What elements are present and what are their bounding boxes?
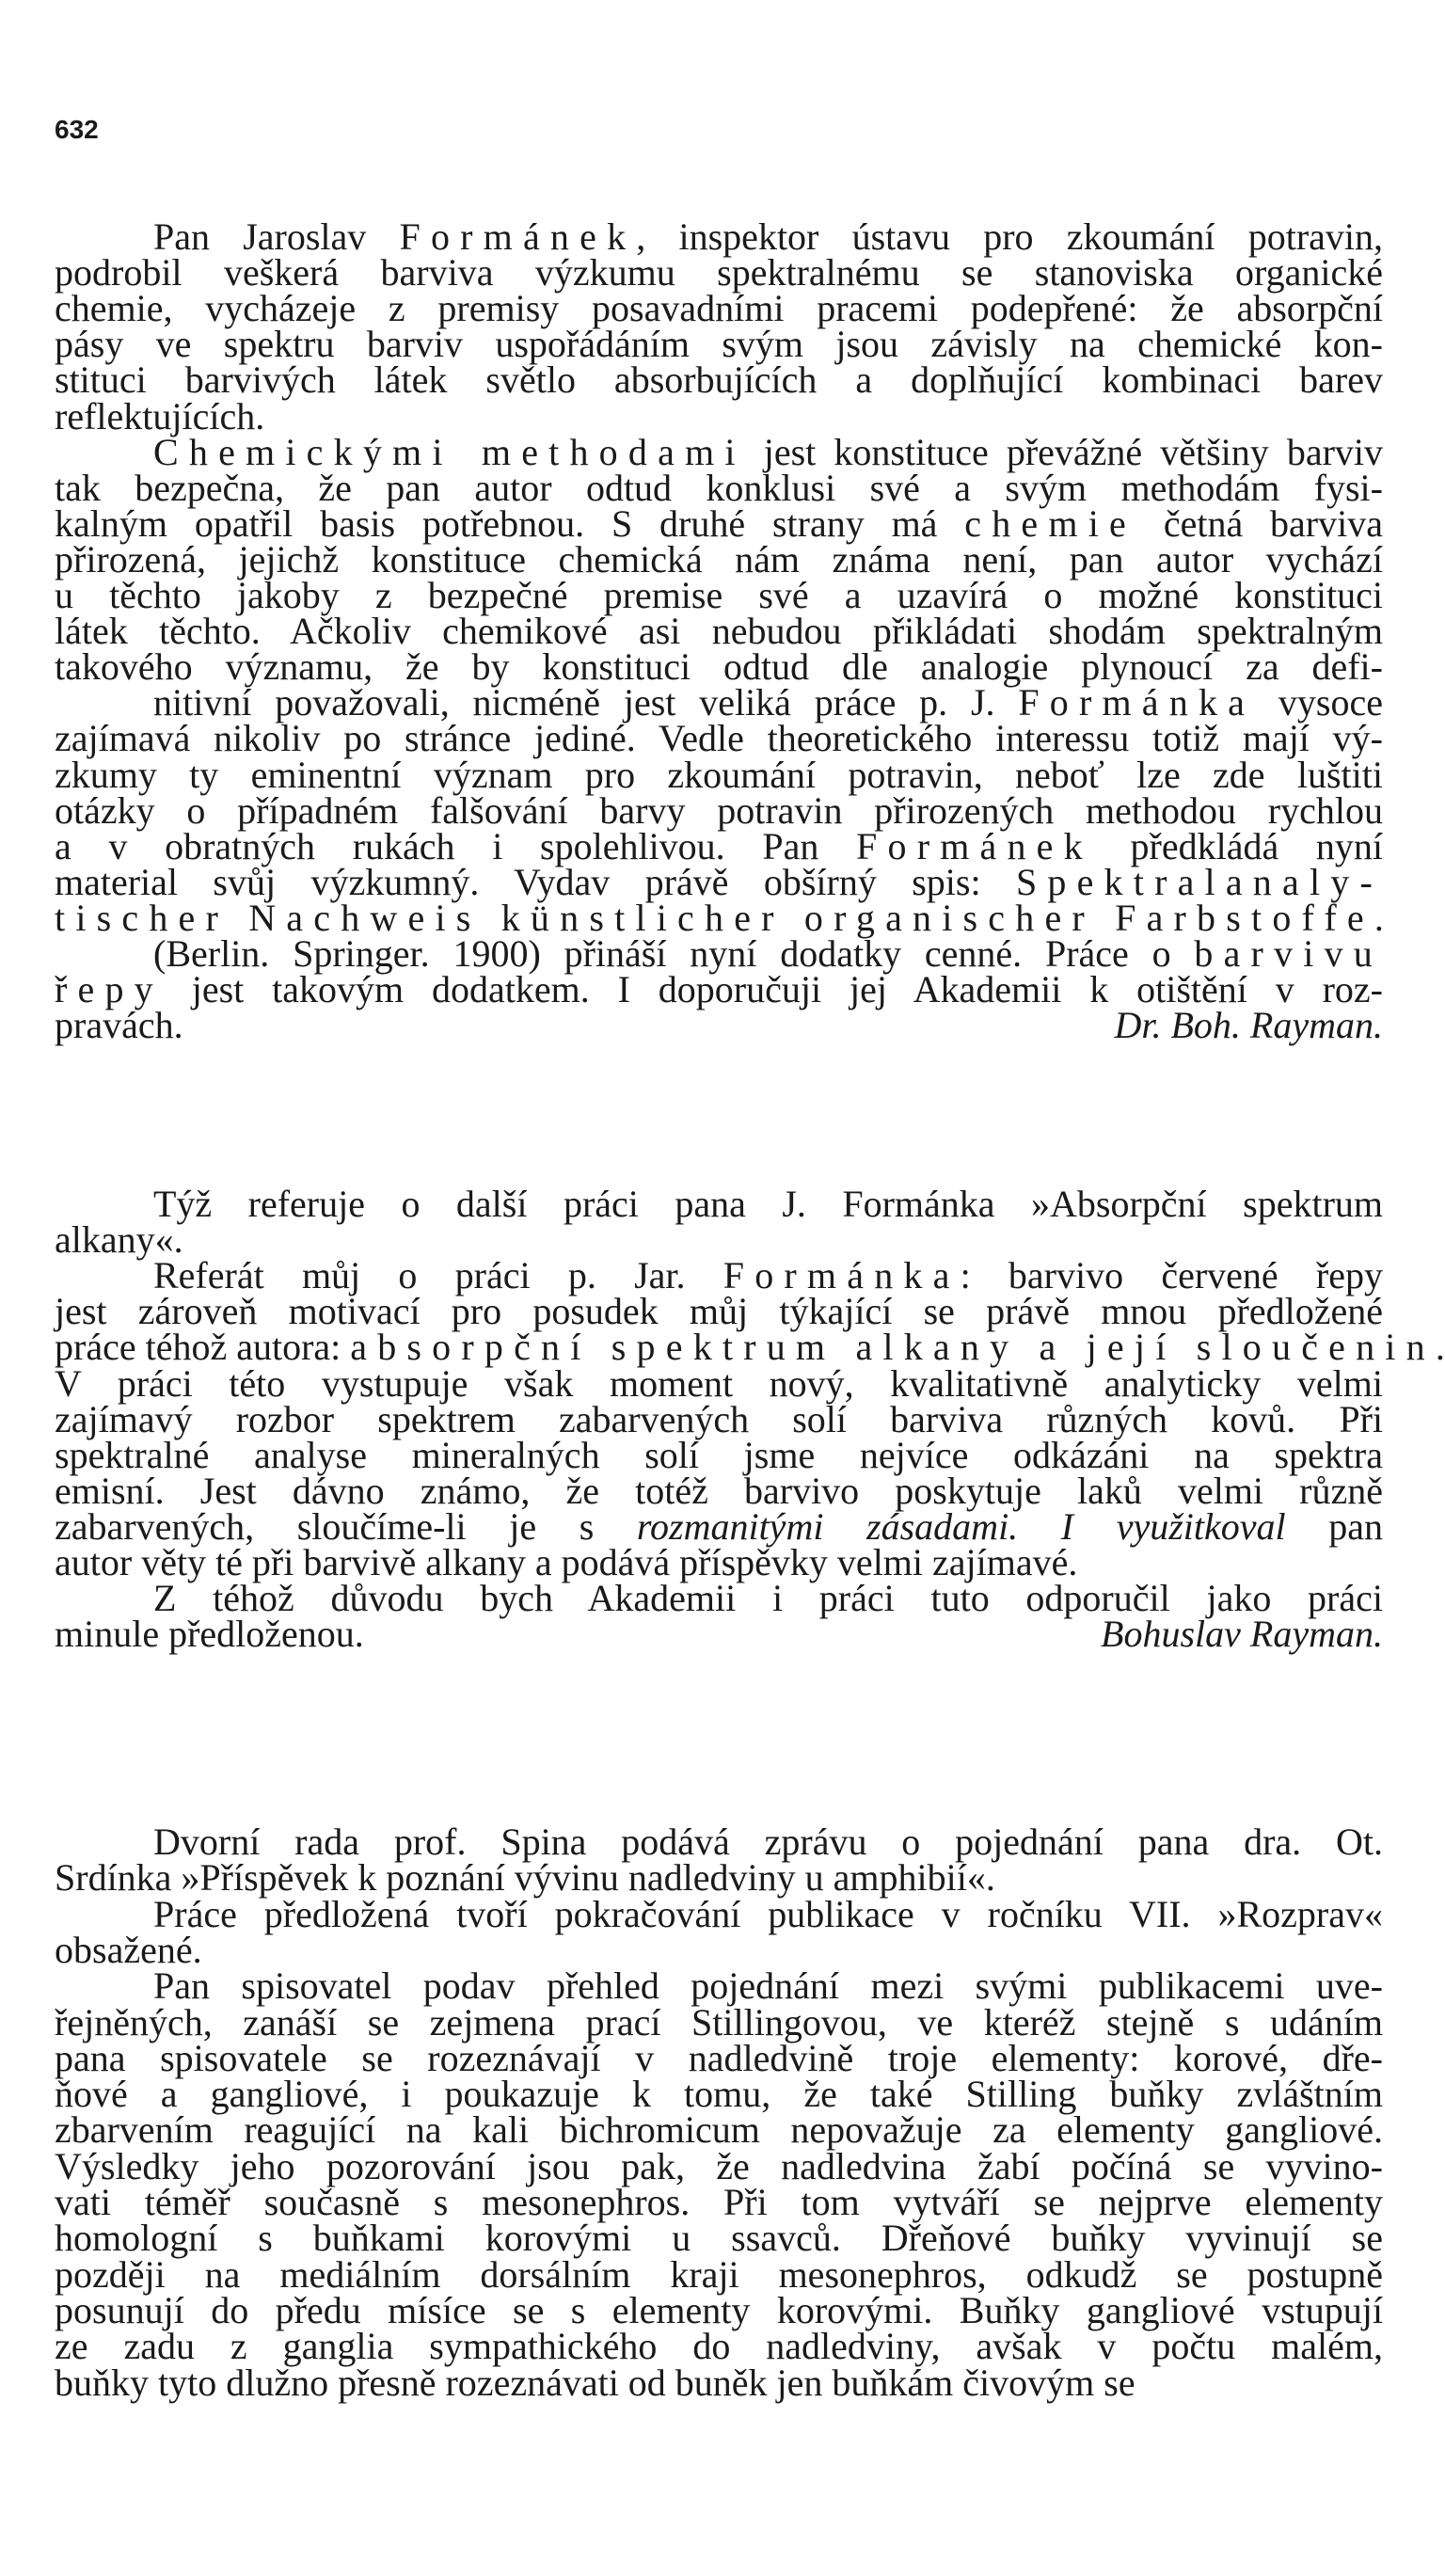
spaced-emphasis-text: řepy — [55, 968, 164, 1011]
text-line: řejněných, zanáší se zejmena prací Stillingovou, ve kteréž stejně s udáním — [55, 2000, 1383, 2043]
text-line: ňové a gangliové, i poukazuje k tomu, že také Stilling buňky zvláštním — [55, 2073, 1383, 2116]
text-line: látek těchto. Ačkoliv chemikové asi nebudou přikládati shodám spektralným — [55, 610, 1383, 653]
text-line: podrobil veškerá barviva výzkumu spektralnému se stanoviska organické — [55, 251, 1383, 294]
signature: Bohuslav Rayman. — [1101, 1613, 1383, 1656]
spaced-emphasis-text: Spektralanaly- — [1015, 860, 1383, 903]
text-line: posunují do předu mísíce se s elementy korovými. Buňky gangliové vstupují — [55, 2288, 1383, 2331]
text-line: emisní. Jest dávno známo, že totéž barvivo poskytuje laků velmi různě — [55, 1469, 1383, 1512]
text-line: Týž referuje o další práci pana J. Formánka »Absorpční spektrum — [153, 1183, 1383, 1225]
text-run: zabarvených, sloučíme-li je s — [55, 1504, 637, 1548]
text-run: a v obratných rukách i spolehlivou. Pan — [55, 824, 857, 867]
text-run: nitivní považovali, nicméně jest veliká práce p. J. — [153, 681, 1019, 724]
text-line: pana spisovatele se rozeznávají v nadledvině troje elementy: korové, dře- — [55, 2036, 1383, 2079]
text-run: (Berlin. Springer. 1900) přináší nyní dodatky cenné. Práce o — [153, 932, 1195, 975]
text-line: Výsledky jeho pozorování jsou pak, že nadledvina žabí počíná se vyvino- — [55, 2144, 1383, 2187]
text-line: přirozená, jejichž konstituce chemická nám známa není, pan autor vychází — [55, 537, 1383, 580]
text-line: ze zadu z ganglia sympathického do nadledviny, avšak v počtu malém, — [55, 2325, 1383, 2368]
text-line: reflektujících. — [55, 394, 265, 437]
text-line: V práci této vystupuje však moment nový, kvalitativně analyticky velmi — [55, 1361, 1383, 1405]
text-line: obsažené. — [55, 1928, 202, 1971]
text-run: : barvivo červené řepy — [960, 1254, 1384, 1297]
text-run: Pan Jaroslav — [153, 215, 400, 258]
text-line: vati téměř současně s mesonephros. Při tom vytváří se nejprve elementy — [55, 2181, 1383, 2223]
signature: Dr. Boh. Rayman. — [1114, 1004, 1383, 1047]
text-line: stituci barvivých látek světlo absorbujících a doplňující kombinaci barev — [55, 358, 1383, 402]
text-run: předkládá nyní — [1092, 824, 1384, 867]
text-run: četná barviva — [1135, 501, 1383, 545]
text-line: Dvorní rada prof. Spina podává zprávu o pojednání pana dra. Ot. — [153, 1821, 1383, 1863]
text-line: otázky o případném falšování barvy potravin přirozených methodou rychlou — [55, 788, 1383, 832]
text-line: autor věty té při barvivě alkany a podává příspěvky velmi zajímavé. — [55, 1541, 1078, 1583]
text-run: jest konstituce převážné většiny barviv — [745, 430, 1384, 473]
spaced-emphasis-text: tischer Nachweis künstlicher organischer Farbstoffe — [55, 896, 1374, 939]
text-line: spektralné analyse mineralných solí jsme nejvíce odkázáni na spektra — [55, 1433, 1383, 1476]
text-line — [55, 1611, 1383, 1658]
text-line: později na mediálním dorsálním kraji mesonephros, odkudž se postupně — [55, 2252, 1383, 2296]
spaced-emphasis-text: chemie — [964, 501, 1136, 545]
spaced-emphasis-text: Formánka — [1018, 681, 1256, 724]
text-run: pan — [1285, 1504, 1384, 1548]
text-line: buňky tyto dlužno přesně rozeznávati od buněk jen buňkám čivovým se — [55, 2361, 1135, 2404]
text-line: Pan spisovatel podav přehled pojednání mezi svými publikacemi uve- — [153, 1964, 1383, 2008]
text-line: alkany«. — [55, 1218, 183, 1262]
text-run: . — [1435, 1326, 1445, 1369]
text-run: . — [1374, 896, 1384, 939]
spaced-emphasis-text: Formánka — [722, 1254, 961, 1297]
spaced-emphasis-text: Formánek — [399, 215, 637, 258]
text-run: jest takovým dodatkem. I doporučuji jej Akademii k otištění v roz- — [163, 968, 1383, 1011]
spaced-emphasis-text: barvivu — [1194, 932, 1383, 975]
text-line: u těchto jakoby z bezpečné premise své a uzavírá o možné konstituci — [55, 574, 1383, 616]
text-line: zbarvením reagující na kali bichromicum nepovažuje za elementy gangliové. — [55, 2108, 1383, 2152]
text-line: Srdínka »Příspěvek k poznání vývinu nadledviny u amphibií«. — [55, 1856, 995, 1900]
text-line: zajímavý rozbor spektrem zabarvených solí barviva různých kovů. Při — [55, 1397, 1383, 1440]
text-line — [55, 1002, 1383, 1049]
spaced-emphasis-text: Formánek — [856, 824, 1093, 867]
spaced-emphasis-text: Chemickými methodami — [153, 430, 746, 473]
text-line: Z téhož důvodu bych Akademii i práci tuto odporučil jako práci — [153, 1577, 1383, 1620]
text-line: takového významu, že by konstituci odtud dle analogie plynoucí za defi- — [55, 645, 1383, 689]
text-run: kalným opatřil basis potřebnou. S druhé strany má — [55, 501, 965, 545]
text-line: tak bezpečna, že pan autor odtud konklusi své a svým methodám fysi- — [55, 466, 1383, 509]
text-run: minule předloženou. — [55, 1613, 364, 1656]
text-line: pásy ve spektru barviv uspořádáním svým jsou závisly na chemické kon- — [55, 323, 1383, 366]
text-run: vysoce — [1255, 681, 1384, 724]
text-run: práce téhož autora: — [55, 1326, 351, 1369]
text-run: Referát můj o práci p. Jar. — [153, 1254, 723, 1297]
text-line: jest zároveň motivací pro posudek můj týkající se právě mnou předložené — [55, 1290, 1383, 1333]
spaced-emphasis-text: absorpční spektrum alkany a její sloučenin — [350, 1326, 1436, 1369]
text-line: zajímavá nikoliv po stránce jediné. Vedle theoretického interessu totiž mají vý- — [55, 717, 1383, 760]
text-run: pravách. — [55, 1004, 183, 1047]
italic-text: rozmanitými zásadami. I využitkoval — [636, 1504, 1286, 1548]
text-line: chemie, vycházeje z premisy posavadními pracemi podepřené: že absorpční — [55, 287, 1383, 330]
text-run: , inspektor ústavu pro zkoumání potravin, — [636, 215, 1384, 258]
text-run: material svůj výzkumný. Vydav právě obšírný spis: — [55, 860, 1016, 903]
text-line: zkumy ty eminentní význam pro zkoumání potravin, neboť lze zde luštiti — [55, 753, 1383, 796]
text-line: homologní s buňkami korovými u ssavců. Dřeňové buňky vyvinují se — [55, 2217, 1383, 2260]
text-line: Práce předložená tvoří pokračování publikace v ročníku VII. »Rozprav« — [153, 1892, 1383, 1935]
page-number: 632 — [55, 115, 99, 144]
